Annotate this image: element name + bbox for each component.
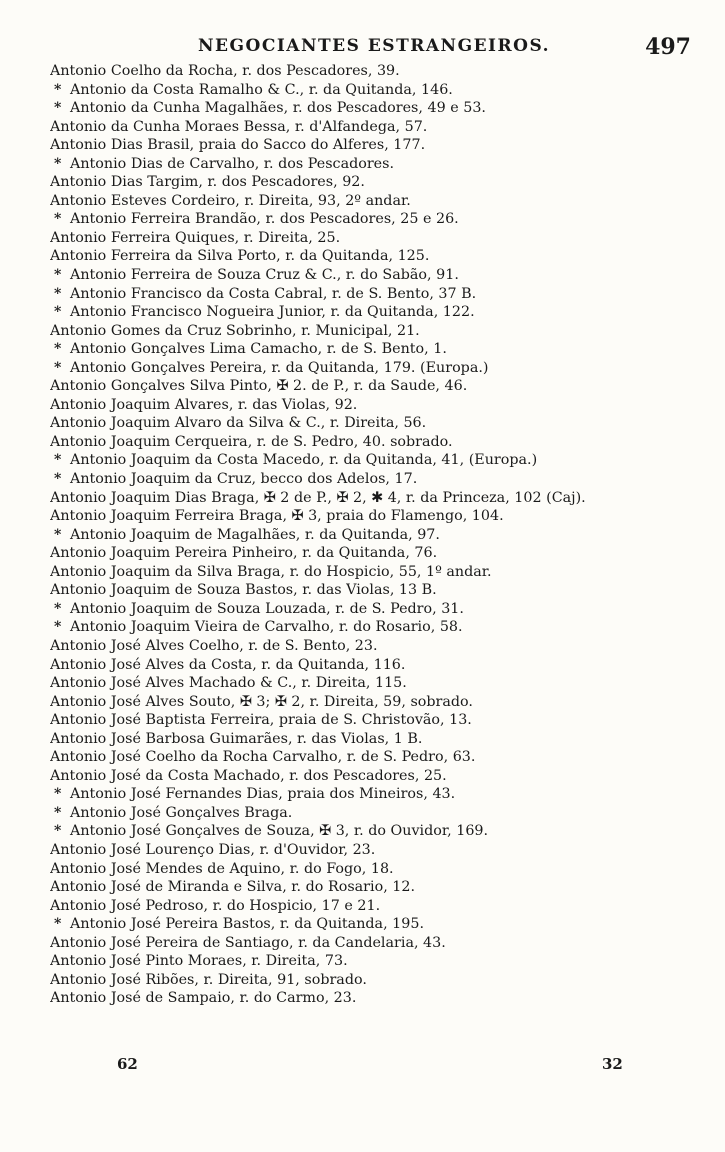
entry-text: Antonio Francisco da Costa Cabral, r. de S. Bento, 37 B. — [70, 285, 477, 302]
entry-text: Antonio Joaquim Alvares, r. das Violas, 92. — [50, 396, 358, 413]
list-item — [50, 192, 700, 211]
entry-text: Antonio Dias Targim, r. dos Pescadores, 92. — [50, 174, 365, 191]
list-item — [50, 340, 700, 359]
entry-text: Antonio José de Miranda e Silva, r. do Rosario, 12. — [50, 879, 416, 896]
page-header — [0, 34, 725, 64]
list-item — [50, 359, 700, 378]
entry-text: Antonio José Alves Souto, ✠ 3; ✠ 2, r. Direita, 59, sobrado. — [50, 693, 473, 710]
entry-text: Antonio José Gonçalves Braga. — [70, 804, 293, 821]
entry-text: Antonio José da Costa Machado, r. dos Pescadores, 25. — [50, 767, 447, 784]
list-item — [50, 860, 700, 879]
entry-text: Antonio José Fernandes Dias, praia dos Mineiros, 43. — [70, 786, 456, 803]
asterisk-icon: * — [54, 341, 62, 358]
asterisk-icon: * — [54, 81, 62, 98]
entry-text: Antonio José Barbosa Guimarães, r. das Violas, 1 B. — [50, 730, 423, 747]
asterisk-icon: * — [54, 155, 62, 172]
running-head: NEGOCIANTES ESTRANGEIROS. — [198, 36, 551, 56]
list-item — [50, 285, 700, 304]
list-item — [50, 767, 700, 786]
list-item — [50, 377, 700, 396]
signature-mark-left: 62 — [117, 1055, 138, 1073]
list-item — [50, 544, 700, 563]
entry-text: Antonio Gonçalves Pereira, r. da Quitanda, 179. (Europa.) — [70, 359, 489, 376]
list-item — [50, 897, 700, 916]
entry-text: Antonio José Pinto Moraes, r. Direita, 73. — [50, 953, 348, 970]
page-footer — [0, 1055, 725, 1077]
entry-text: Antonio Joaquim Pereira Pinheiro, r. da Quitanda, 76. — [50, 545, 438, 562]
entry-text: Antonio Joaquim da Cruz, becco dos Adelos, 17. — [70, 471, 418, 488]
list-item — [50, 637, 700, 656]
list-item — [50, 878, 700, 897]
list-item — [50, 952, 700, 971]
list-item — [50, 915, 700, 934]
entry-text: Antonio José Alves Machado & C., r. Direita, 115. — [50, 675, 407, 692]
list-item — [50, 711, 700, 730]
entry-text: Antonio José Baptista Ferreira, praia de S. Christovão, 13. — [50, 712, 472, 729]
list-item — [50, 247, 700, 266]
entry-text: Antonio Gonçalves Lima Camacho, r. de S. Bento, 1. — [70, 341, 447, 358]
list-item — [50, 433, 700, 452]
entry-text: Antonio Esteves Cordeiro, r. Direita, 93, 2º andar. — [50, 192, 411, 209]
entry-text: Antonio Joaquim de Magalhães, r. da Quitanda, 97. — [70, 526, 440, 543]
list-item — [50, 414, 700, 433]
list-item — [50, 136, 700, 155]
entry-text: Antonio da Cunha Moraes Bessa, r. d'Alfandega, 57. — [50, 118, 428, 135]
list-item — [50, 804, 700, 823]
entry-text: Antonio José de Sampaio, r. do Carmo, 23. — [50, 990, 357, 1007]
list-item — [50, 989, 700, 1008]
entry-text: Antonio José Alves da Costa, r. da Quitanda, 116. — [50, 656, 406, 673]
list-item — [50, 934, 700, 953]
asterisk-icon: * — [54, 100, 62, 117]
list-item — [50, 822, 700, 841]
list-item — [50, 748, 700, 767]
list-item — [50, 229, 700, 248]
entry-text: Antonio Ferreira Brandão, r. dos Pescadores, 25 e 26. — [70, 211, 459, 228]
entry-text: Antonio da Cunha Magalhães, r. dos Pescadores, 49 e 53. — [70, 100, 486, 117]
entry-text: Antonio Ferreira da Silva Porto, r. da Quitanda, 125. — [50, 248, 430, 265]
list-item — [50, 563, 700, 582]
asterisk-icon: * — [54, 267, 62, 284]
entry-text: Antonio Francisco Nogueira Junior, r. da Quitanda, 122. — [70, 304, 475, 321]
list-item — [50, 303, 700, 322]
list-item — [50, 841, 700, 860]
list-item — [50, 693, 700, 712]
entry-text: Antonio Joaquim de Souza Bastos, r. das Violas, 13 B. — [50, 582, 437, 599]
list-item — [50, 507, 700, 526]
list-item — [50, 470, 700, 489]
list-item — [50, 489, 700, 508]
entry-text: Antonio Ferreira Quiques, r. Direita, 25. — [50, 229, 341, 246]
signature-mark-right: 32 — [602, 1055, 623, 1073]
entry-text: Antonio Joaquim de Souza Louzada, r. de S. Pedro, 31. — [70, 600, 464, 617]
entry-text: Antonio José Ribões, r. Direita, 91, sobrado. — [50, 971, 367, 988]
entry-text: Antonio José Gonçalves de Souza, ✠ 3, r. do Ouvidor, 169. — [70, 823, 489, 840]
list-item — [50, 600, 700, 619]
entry-text: Antonio Dias Brasil, praia do Sacco do Alferes, 177. — [50, 137, 426, 154]
entry-text: Antonio José Pereira Bastos, r. da Quitanda, 195. — [70, 916, 425, 933]
entry-text: Antonio Joaquim da Silva Braga, r. do Hospicio, 55, 1º andar. — [50, 563, 492, 580]
entry-text: Antonio Joaquim Ferreira Braga, ✠ 3, praia do Flamengo, 104. — [50, 508, 504, 525]
list-item — [50, 618, 700, 637]
list-item — [50, 118, 700, 137]
asterisk-icon: * — [54, 452, 62, 469]
list-item — [50, 155, 700, 174]
entry-text: Antonio Coelho da Rocha, r. dos Pescadores, 39. — [50, 63, 400, 79]
entry-text: Antonio Ferreira de Souza Cruz & C., r. do Sabão, 91. — [70, 267, 459, 284]
list-item — [50, 581, 700, 600]
asterisk-icon: * — [54, 211, 62, 228]
list-item — [50, 730, 700, 749]
entry-text: Antonio Joaquim Vieira de Carvalho, r. do Rosario, 58. — [70, 619, 463, 636]
entry-text: Antonio Joaquim Alvaro da Silva & C., r. Direita, 56. — [50, 415, 427, 432]
list-item — [50, 81, 700, 100]
asterisk-icon: * — [54, 359, 62, 376]
list-item — [50, 656, 700, 675]
entry-text: Antonio Gomes da Cruz Sobrinho, r. Municipal, 21. — [50, 322, 420, 339]
entry-text: Antonio Joaquim da Costa Macedo, r. da Quitanda, 41, (Europa.) — [70, 452, 538, 469]
list-item — [50, 451, 700, 470]
list-item — [50, 526, 700, 545]
asterisk-icon: * — [54, 619, 62, 636]
entry-text: Antonio José Mendes de Aquino, r. do Fogo, 18. — [50, 860, 394, 877]
entry-text: Antonio José Alves Coelho, r. de S. Bento, 23. — [50, 637, 378, 654]
asterisk-icon: * — [54, 285, 62, 302]
list-item — [50, 322, 700, 341]
asterisk-icon: * — [54, 804, 62, 821]
list-item — [50, 99, 700, 118]
asterisk-icon: * — [54, 471, 62, 488]
asterisk-icon: * — [54, 600, 62, 617]
entry-text: Antonio da Costa Ramalho & C., r. da Quitanda, 146. — [70, 81, 453, 98]
entry-text: Antonio José Lourenço Dias, r. d'Ouvidor, 23. — [50, 841, 376, 858]
entry-text: Antonio José Coelho da Rocha Carvalho, r. de S. Pedro, 63. — [50, 749, 476, 766]
asterisk-icon: * — [54, 916, 62, 933]
list-item — [50, 396, 700, 415]
list-item — [50, 210, 700, 229]
asterisk-icon: * — [54, 304, 62, 321]
list-item — [50, 266, 700, 285]
entry-text: Antonio Joaquim Cerqueira, r. de S. Pedro, 40. sobrado. — [50, 433, 453, 450]
asterisk-icon: * — [54, 526, 62, 543]
entry-text: Antonio Joaquim Dias Braga, ✠ 2 de P., ✠ 2, ✱ 4, r. da Princeza, 102 (Caj). — [50, 489, 586, 506]
entry-text: Antonio José Pereira de Santiago, r. da Candelaria, 43. — [50, 934, 446, 951]
entry-text: Antonio José Pedroso, r. do Hospicio, 17 e 21. — [50, 897, 381, 914]
entry-text: Antonio Dias de Carvalho, r. dos Pescadores. — [70, 155, 395, 172]
list-item — [50, 62, 700, 81]
list-item — [50, 674, 700, 693]
list-item — [50, 173, 700, 192]
asterisk-icon: * — [54, 786, 62, 803]
asterisk-icon: * — [54, 823, 62, 840]
entry-text: Antonio Gonçalves Silva Pinto, ✠ 2. de P., r. da Saude, 46. — [50, 378, 468, 395]
list-item — [50, 785, 700, 804]
page-number: 497 — [645, 34, 691, 60]
list-item — [50, 971, 700, 990]
merchant-list — [50, 62, 700, 1008]
